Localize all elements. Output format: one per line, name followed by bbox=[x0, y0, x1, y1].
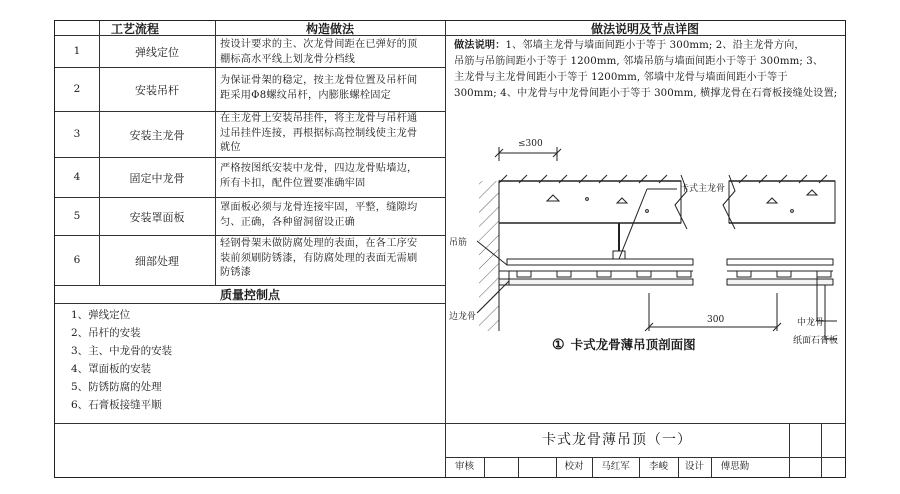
titleblock-mid-line bbox=[445, 457, 845, 458]
step-name: 固定中龙骨 bbox=[129, 172, 185, 185]
label-hanger: 吊筋 bbox=[449, 238, 468, 248]
step-description: 在主龙骨上安装吊挂件，将主龙骨与吊杆通 过吊挂件连接，再根据标高控制线使主龙骨 就位 bbox=[220, 113, 418, 153]
row-line-6 bbox=[55, 285, 445, 286]
detail-header: 做法说明及节点详图 bbox=[590, 22, 699, 36]
step-description: 严格按图纸安装中龙骨，四边龙骨贴墙边， 所有卡扣，配件位置要准确牢固 bbox=[220, 163, 418, 189]
quality-item: 3、主、中龙骨的安装 bbox=[71, 345, 173, 357]
step-description: 罩面板必须与龙骨连接牢固，平整，缝隙均 匀、正确，各种留洞留设正确 bbox=[220, 202, 418, 228]
design-label: 设计 bbox=[684, 461, 704, 472]
drawing-sheet bbox=[54, 20, 846, 478]
quality-item: 1、弹线定位 bbox=[71, 309, 131, 321]
step-number: 4 bbox=[73, 171, 81, 183]
notes-label: 做法说明： bbox=[454, 39, 506, 51]
step-name: 安装吊杆 bbox=[135, 84, 179, 97]
check-label: 校对 bbox=[564, 461, 584, 472]
quality-header-line bbox=[55, 303, 445, 304]
step-name: 细部处理 bbox=[135, 255, 179, 268]
titleblock-divider bbox=[518, 457, 519, 477]
quality-item: 6、石膏板接缝平顺 bbox=[71, 399, 162, 411]
label-main-keel: 卡式主龙骨 bbox=[680, 184, 726, 194]
concrete-slab-left bbox=[499, 181, 681, 223]
step-number: 1 bbox=[73, 45, 81, 57]
step-description: 按设计要求的主、次龙骨间距在已弹好的顶 棚标高水平线上划龙骨分档线 bbox=[220, 39, 418, 65]
step-number: 3 bbox=[73, 128, 81, 140]
drawing-title: 卡式龙骨薄吊顶（一） bbox=[542, 432, 692, 448]
drawing-caption bbox=[552, 335, 696, 353]
row-line-4 bbox=[55, 197, 445, 198]
quality-item: 4、罩面板的安装 bbox=[71, 363, 152, 375]
process-header: 工艺流程 bbox=[110, 22, 159, 36]
titleblock-divider bbox=[484, 457, 485, 477]
quality-item: 5、防锈防腐的处理 bbox=[71, 381, 162, 393]
dim-label-bottom: 300 bbox=[707, 315, 725, 325]
review-label: 审核 bbox=[454, 461, 474, 472]
gypsum-board bbox=[499, 279, 693, 285]
step-number: 6 bbox=[73, 254, 81, 266]
main-keel bbox=[507, 259, 693, 265]
designer-name: 傅思勤 bbox=[720, 461, 750, 472]
concrete-slab-right bbox=[729, 181, 835, 223]
titleblock-divider bbox=[821, 423, 822, 477]
step-name: 安装罩面板 bbox=[129, 211, 185, 224]
label-mid-keel: 中龙骨 bbox=[797, 318, 825, 328]
step-number: 5 bbox=[73, 210, 81, 222]
quality-item: 2、吊杆的安装 bbox=[71, 327, 141, 339]
caption-number: ① bbox=[552, 337, 565, 353]
row-line-3 bbox=[55, 157, 445, 158]
step-description: 轻钢骨架未做防腐处理的表面，在各工序安 装前须刷防锈漆，有防腐处理的表面无需刷 防锈漆 bbox=[220, 238, 418, 278]
step-name: 弹线定位 bbox=[135, 46, 179, 59]
row-line-5 bbox=[55, 235, 445, 236]
main-keel-right bbox=[727, 259, 833, 265]
row-line-1 bbox=[55, 67, 445, 68]
label-edge-keel: 边龙骨 bbox=[449, 312, 477, 322]
caption-text: 卡式龙骨薄吊顶剖面图 bbox=[570, 337, 696, 352]
label-board: 纸面石膏板 bbox=[793, 336, 839, 346]
reviewer-name: 李峻 bbox=[648, 461, 668, 472]
column-divider-center bbox=[445, 21, 446, 477]
method-notes: 做法说明：1、邻墙主龙骨与墙面间距小于等于 300mm; 2、沿主龙骨方向， 吊筋与吊筋间距小于等于 1200mm, 邻墙吊筋与墙面间距小于等于 300mm; 3、 主龙骨与主龙骨间距小于等于 1200mm, 邻墙中龙骨与墙面间距小于等于 300mm; 4、中龙骨与中龙骨间距小于等于 300mm, 横撑龙骨在石膏板接缝处设置; bbox=[454, 39, 838, 99]
column-divider-method bbox=[215, 21, 216, 285]
titleblock-divider bbox=[789, 423, 790, 477]
step-name: 安装主龙骨 bbox=[129, 129, 185, 142]
method-header: 构造做法 bbox=[305, 22, 354, 36]
dim-label-top: ≤300 bbox=[518, 139, 543, 149]
step-number: 2 bbox=[73, 83, 81, 95]
step-description: 为保证骨架的稳定，按主龙骨位置及吊杆间 距采用Φ8螺纹吊杆，内膨胀螺栓固定 bbox=[220, 75, 418, 101]
column-divider-number bbox=[99, 21, 100, 285]
ceiling-section-drawing bbox=[447, 131, 843, 361]
bottom-band-line bbox=[55, 423, 845, 424]
quality-title: 质量控制点 bbox=[219, 288, 280, 302]
checker-name: 马红军 bbox=[601, 461, 630, 472]
